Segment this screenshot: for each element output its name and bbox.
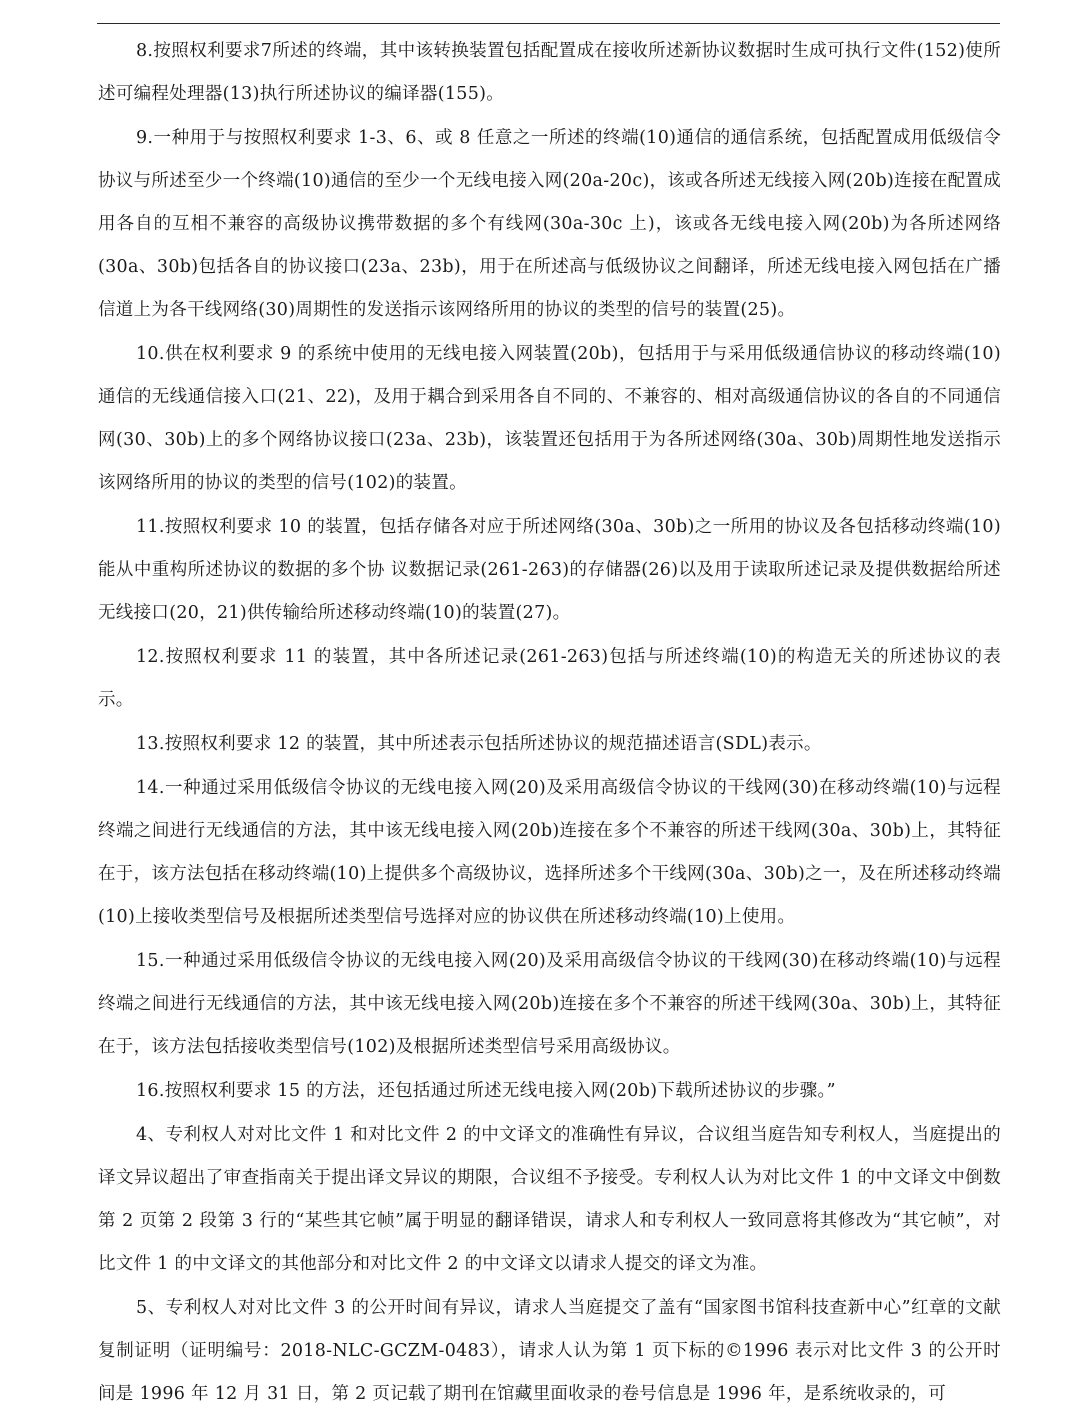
claim-8-paragraph: 8.按照权利要求7所述的终端，其中该转换装置包括配置成在接收所述新协议数据时生成可执行文件(152)使所述可编程处理器(13)执行所述协议的编译器(155)。 bbox=[98, 41, 1001, 104]
claim-9-paragraph: 9.一种用于与按照权利要求 1-3、6、或 8 任意之一所述的终端(10)通信的通信系统，包括配置成用低级信令协议与所述至少一个终端(10)通信的至少一个无线电接入网(20a-20c)，该或各所述无线接入网(20b)连接在配置成用各自的互相不兼容的高级协议携带数据的多个有线网(30a-30c 上)，该或各无线电接入网(20b)为各所述网络(30a、30b)包括各自的协议接口(23a、23b)，用于在所述高与低级协议之间翻译，所述无线电接入网包括在广播信道上为各干线网络(30)周期性的发送指示该网络所用的协议的类型的信号的装置(25)。 bbox=[98, 128, 1001, 320]
claim-11-paragraph: 11.按照权利要求 10 的装置，包括存储各对应于所述网络(30a、30b)之一所用的协议及各包括移动终端(10)能从中重构所述协议的数据的多个协 议数据记录(261-263)的存储器(26)以及用于读取所述记录及提供数据给所述无线接口(20，21)供传输给所述移动终端(10)的装置(27)。 bbox=[98, 517, 1001, 623]
header-rule bbox=[97, 23, 1000, 24]
claim-14-paragraph: 14.一种通过采用低级信令协议的无线电接入网(20)及采用高级信令协议的干线网(30)在移动终端(10)与远程终端之间进行无线通信的方法，其中该无线电接入网(20b)连接在多个不兼容的所述干线网(30a、30b)上，其特征在于，该方法包括在移动终端(10)上提供多个高级协议，选择所述多个干线网(30a、30b)之一，及在所述移动终端(10)上接收类型信号及根据所述类型信号选择对应的协议供在所述移动终端(10)上使用。 bbox=[98, 778, 1001, 927]
document-body bbox=[98, 30, 1001, 1416]
claim-10-paragraph: 10.供在权利要求 9 的系统中使用的无线电接入网装置(20b)，包括用于与采用低级通信协议的移动终端(10)通信的无线通信接入口(21、22)，及用于耦合到采用各自不同的、不兼容的、相对高级通信协议的各自的不同通信网(30、30b)上的多个网络协议接口(23a、23b)，该装置还包括用于为各所述网络(30a、30b)周期性地发送指示该网络所用的协议的类型的信号(102)的装置。 bbox=[98, 344, 1001, 493]
claim-13-paragraph: 13.按照权利要求 12 的装置，其中所述表示包括所述协议的规范描述语言(SDL)表示。 bbox=[136, 734, 822, 754]
section-5-paragraph: 5、专利权人对对比文件 3 的公开时间有异议，请求人当庭提交了盖有“国家图书馆科技查新中心”红章的文献复制证明（证明编号：2018-NLC-GCZM-0483），请求人认为第 1 页下标的©1996 表示对比文件 3 的公开时间是 1996 年 12 月 31 日，第 2 页记载了期刊在馆藏里面收录的卷号信息是 1996 年，是系统收录的，可 bbox=[98, 1298, 1001, 1404]
claim-16-paragraph: 16.按照权利要求 15 的方法，还包括通过所述无线电接入网(20b)下载所述协议的步骤。” bbox=[136, 1081, 836, 1101]
claim-12-paragraph: 12.按照权利要求 11 的装置，其中各所述记录(261-263)包括与所述终端(10)的构造无关的所述协议的表示。 bbox=[98, 647, 1001, 710]
section-4-paragraph: 4、专利权人对对比文件 1 和对比文件 2 的中文译文的准确性有异议，合议组当庭告知专利权人，当庭提出的译文异议超出了审查指南关于提出译文异议的期限，合议组不予接受。专利权人认为对比文件 1 的中文译文中倒数第 2 页第 2 段第 3 行的“某些其它帧”属于明显的翻译错误，请求人和专利权人一致同意将其修改为“其它帧”，对比文件 1 的中文译文的其他部分和对比文件 2 的中文译文以请求人提交的译文为准。 bbox=[98, 1125, 1001, 1274]
claim-15-paragraph: 15.一种通过采用低级信令协议的无线电接入网(20)及采用高级信令协议的干线网(30)在移动终端(10)与远程终端之间进行无线通信的方法，其中该无线电接入网(20b)连接在多个不兼容的所述干线网(30a、30b)上，其特征在于，该方法包括接收类型信号(102)及根据所述类型信号采用高级协议。 bbox=[98, 951, 1001, 1057]
